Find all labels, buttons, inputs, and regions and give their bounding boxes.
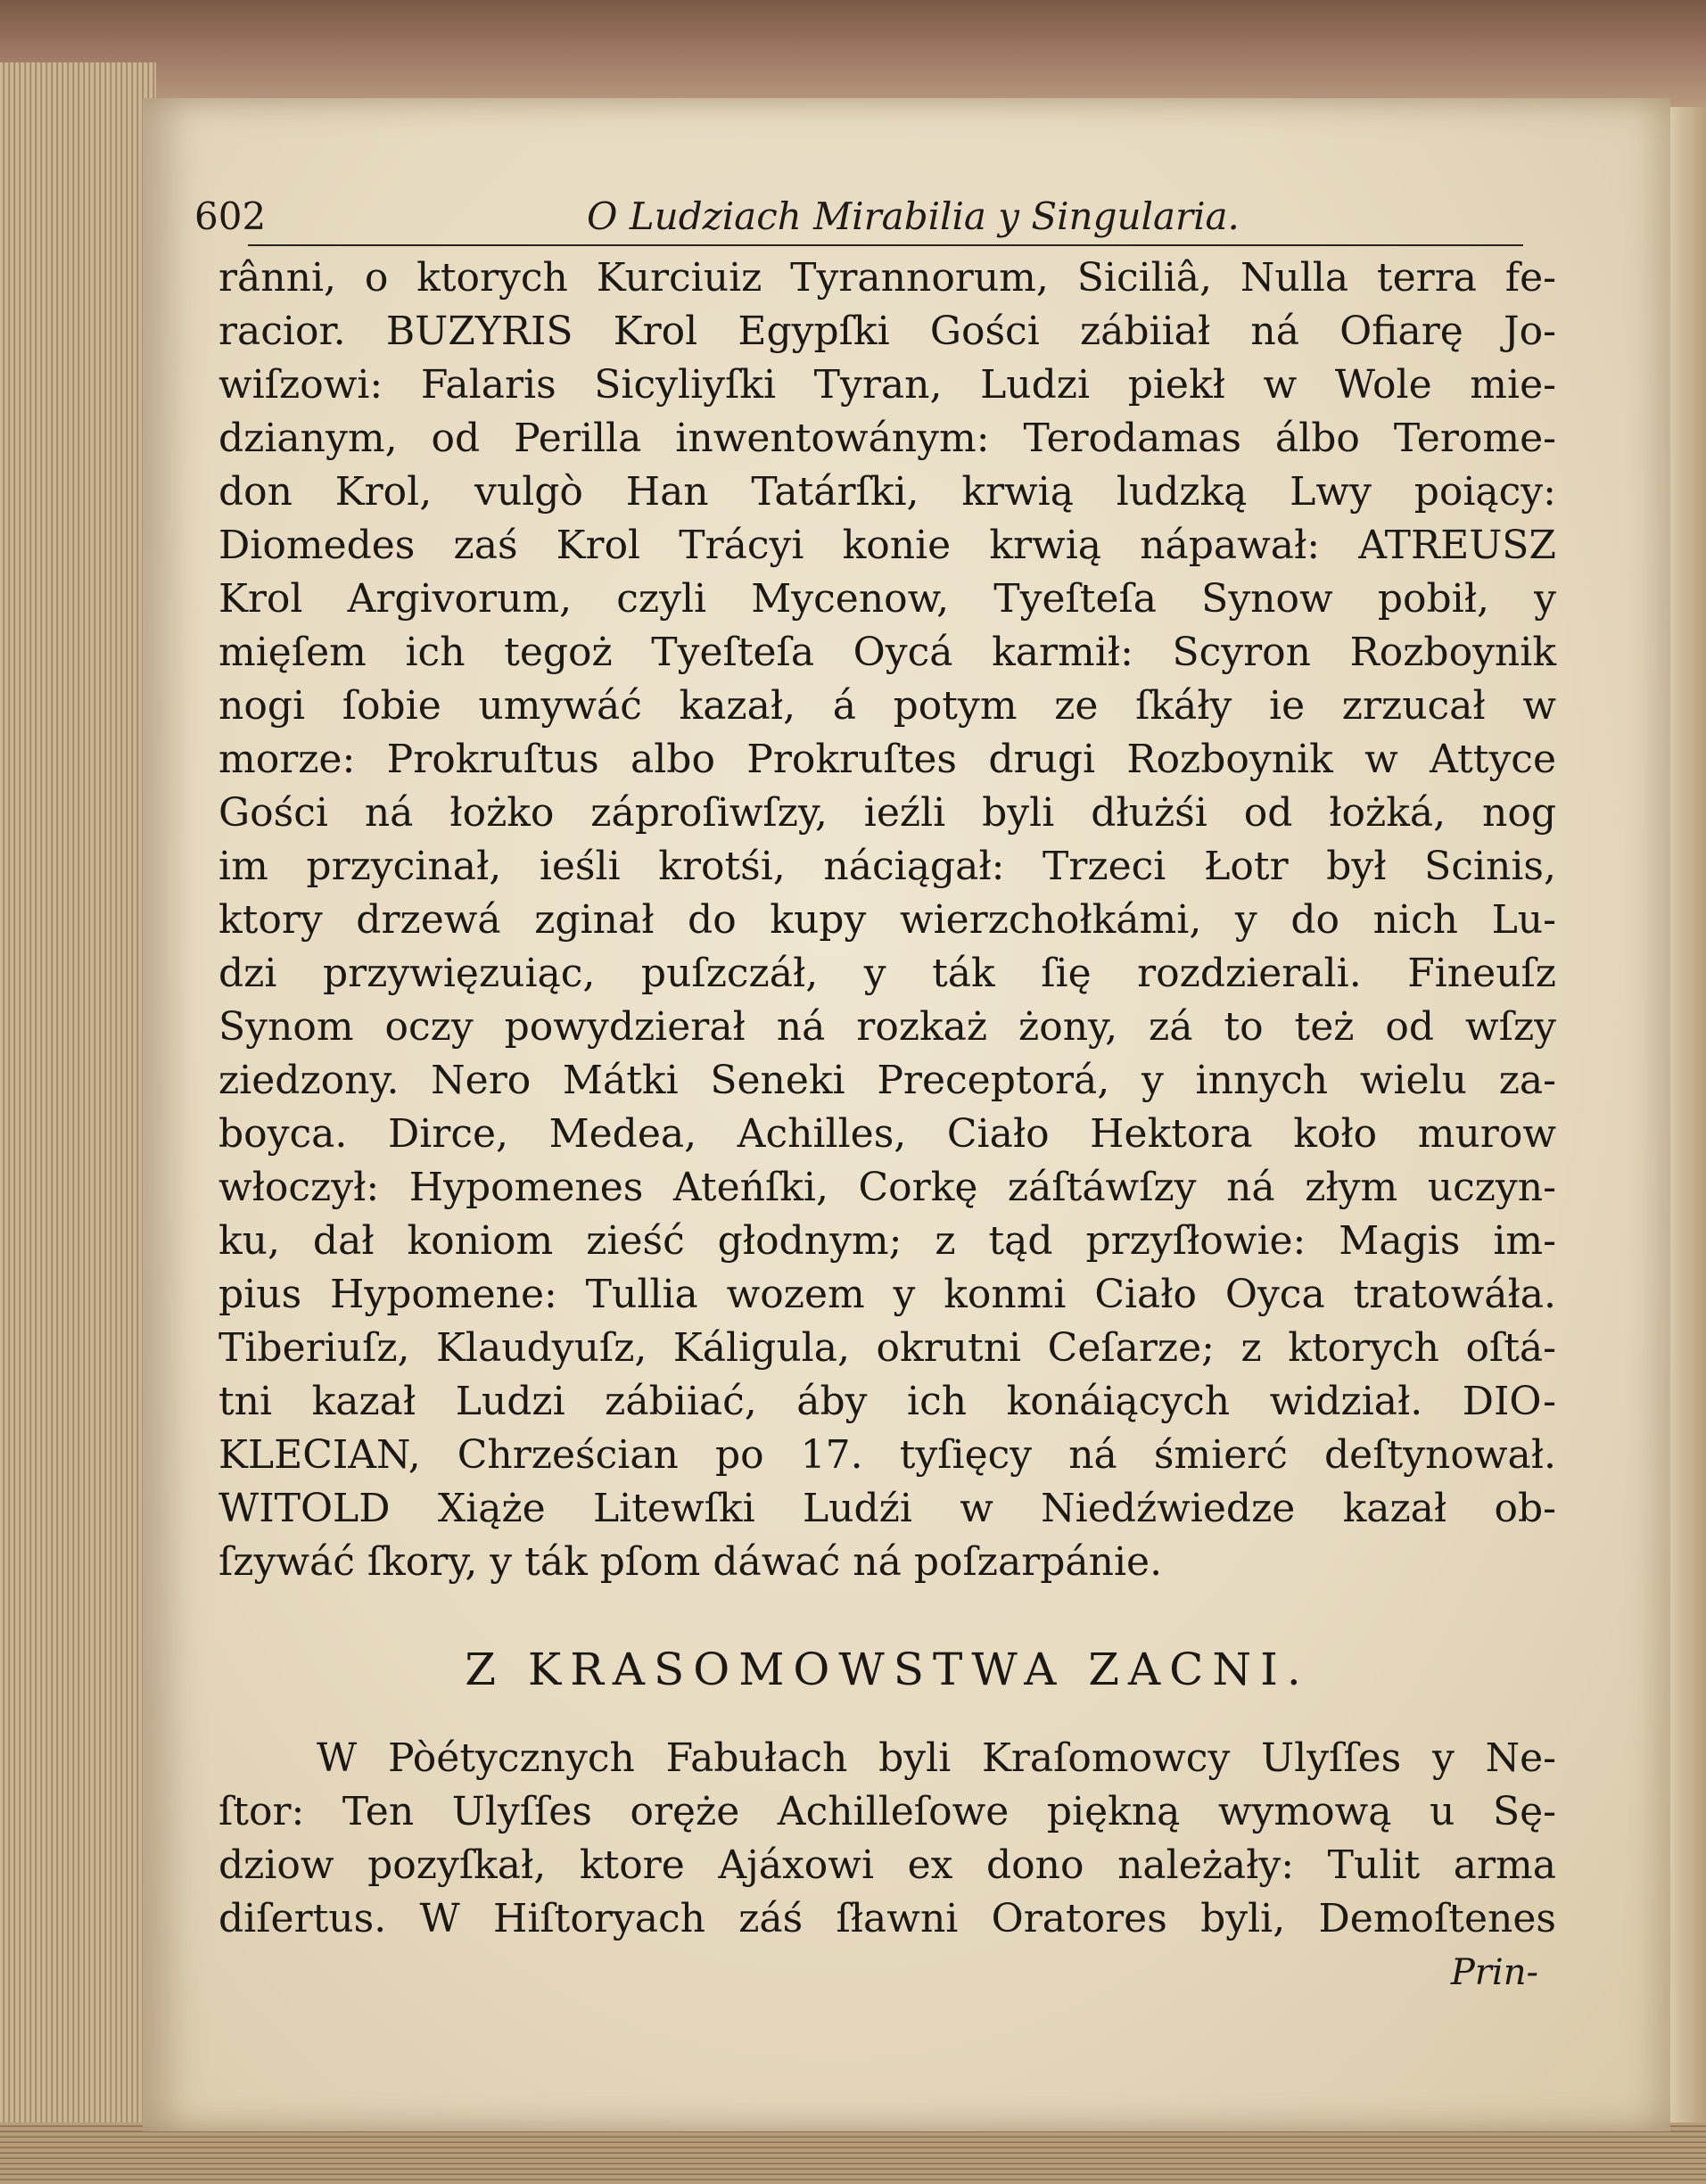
text-line: ktory drzewá zginał do kupy wierzchołkámi, y do nich Lu- (218, 897, 1556, 943)
text-line: im przycinał, ieśli krotśi, náciągał: Trzeci Łotr był Scinis, (218, 844, 1556, 889)
main-text (218, 251, 1556, 1999)
text-line: WITOLD Xiąże Litewſki Ludźi w Niedźwiedze kazał ob- (218, 1486, 1556, 1531)
running-head: O Ludziach Mirabilia y Singularia. (587, 194, 1240, 238)
text-line: racior. BUZYRIS Krol Egypſki Gości zábiiał ná Ofiarę Jo- (218, 309, 1556, 354)
text-line: boyca. Dirce, Medea, Achilles, Ciało Hektora koło murow (218, 1111, 1556, 1157)
text-line: włoczył: Hypomenes Ateńſki, Corkę záſtáwſzy ná złym uczyn- (218, 1165, 1556, 1210)
book-right-edge (1670, 107, 1706, 2184)
text-line: ziedzony. Nero Mátki Seneki Preceptorá, y innych wielu za- (218, 1058, 1556, 1103)
text-line: rânni, o ktorych Kurciuiz Tyrannorum, Siciliâ, Nulla terra fe- (218, 255, 1556, 301)
text-line: dzi przywięzuiąc, puſzczáł, y ták ſię rozdzierali. Fineuſz (218, 951, 1556, 996)
text-line: tni kazał Ludzi zábiiać, áby ich konáiących widział. DIO- (218, 1379, 1556, 1424)
text-line: don Krol, vulgò Han Tatárſki, krwią ludzką Lwy poiący: (218, 469, 1556, 515)
text-line: Gości ná łożko záproſiwſzy, ieźli byli dłużśi od łożká, nog (218, 790, 1556, 836)
text-line: ſtor: Ten Ulyſſes oręże Achilleſowe piękną wymową u Sę- (218, 1789, 1556, 1834)
header-rule (248, 244, 1523, 246)
catchword: Prin- (1450, 1952, 1538, 1993)
text-line: ku, dał koniom zieść głodnym; z tąd przyſłowie: Magis im- (218, 1218, 1556, 1264)
page-number: 602 (194, 194, 267, 238)
text-line: Diomedes zaś Krol Trácyi konie krwią nápawał: ATREUSZ (218, 523, 1556, 568)
page-header (194, 194, 1550, 248)
text-line: dzianym, od Perilla inwentowánym: Terodamas álbo Terome- (218, 416, 1556, 461)
text-line: diſertus. W Hiſtoryach záś ſławni Oratores byli, Demoſtenes (218, 1896, 1556, 1941)
page-stack-bottom (0, 2122, 1706, 2184)
text-line: ſzywáć ſkory, y ták pſom dáwać ná poſzarpánie. (218, 1539, 1163, 1585)
text-line: Krol Argivorum, czyli Mycenow, Tyeſteſa Synow pobił, y (218, 576, 1556, 622)
text-line: mięſem ich tegoż Tyeſteſa Oycá karmił: Scyron Rozboynik (218, 630, 1556, 675)
text-line: wiſzowi: Falaris Sicyliyſki Tyran, Ludzi piekł w Wole mie- (218, 362, 1556, 408)
text-line: pius Hypomene: Tullia wozem y konmi Ciało Oyca tratowáła. (218, 1272, 1556, 1317)
book-top-edge (0, 0, 1706, 107)
text-line: Synom oczy powydzierał ná rozkaż żony, zá to też od wſzy (218, 1004, 1556, 1050)
text-line: W Pòétycznych Fabułach byli Kraſomowcy Ulyſſes y Ne- (317, 1735, 1556, 1781)
text-line: Tiberiuſz, Klaudyuſz, Káligula, okrutni Ceſarze; z ktorych oſtá- (218, 1325, 1556, 1371)
text-line: nogi ſobie umywáć kazał, á potym ze ſkáły ie zrzucał w (218, 683, 1556, 729)
page-stack-left (0, 62, 156, 2184)
text-line: dziow pozyſkał, ktore Ajáxowi ex dono należały: Tulit arma (218, 1842, 1556, 1888)
text-line: morze: Prokruſtus albo Prokruſtes drugi Rozboynik w Attyce (218, 737, 1556, 782)
section-heading: Z KRASOMOWSTWA ZACNI. (465, 1644, 1310, 1695)
text-line: KLECIAN, Chrześcian po 17. tyſięcy ná śmierć deſtynował. (218, 1432, 1556, 1478)
